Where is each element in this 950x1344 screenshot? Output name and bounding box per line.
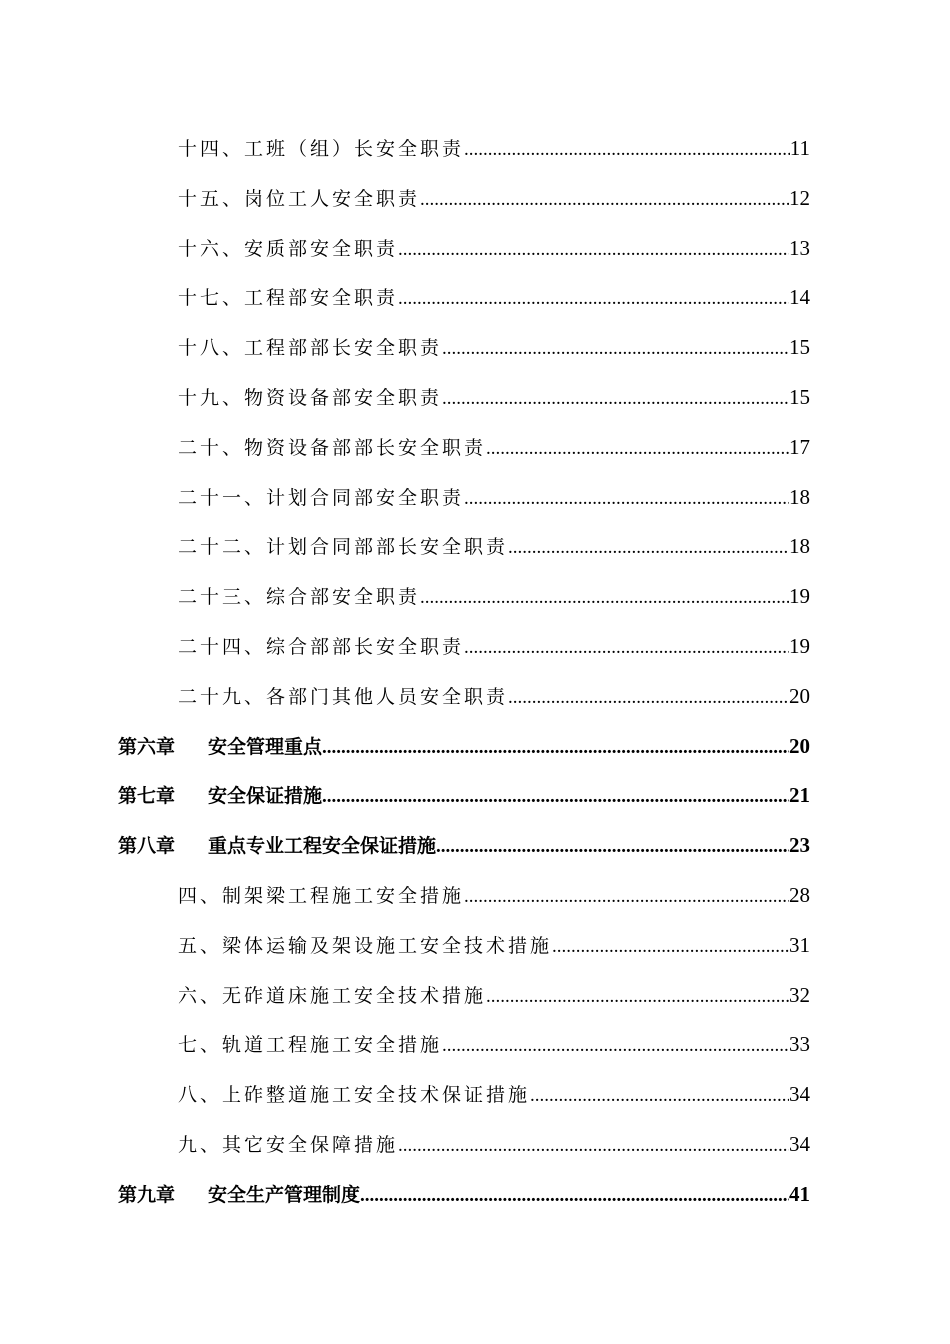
toc-chapter-number: 第九章 xyxy=(118,1183,176,1206)
toc-chapter-title xyxy=(118,772,322,822)
toc-entry[interactable] xyxy=(118,174,810,224)
toc-chapter-label: 安全生产管理制度 xyxy=(208,1183,361,1206)
toc-dot-leader xyxy=(486,972,789,1022)
toc-page-number: 28 xyxy=(789,882,810,907)
toc-entry[interactable] xyxy=(118,423,810,473)
toc-entry[interactable] xyxy=(118,373,810,423)
toc-chapter-entry[interactable] xyxy=(118,722,810,772)
table-of-contents xyxy=(118,124,810,1220)
toc-page-number: 34 xyxy=(789,1082,810,1107)
toc-dot-leader xyxy=(552,922,789,972)
toc-page-number: 17 xyxy=(789,434,810,459)
toc-page-number: 20 xyxy=(789,733,810,758)
toc-page-number: 34 xyxy=(789,1131,810,1156)
toc-dot-leader xyxy=(442,374,789,424)
toc-dot-leader xyxy=(420,175,789,225)
toc-entry[interactable] xyxy=(118,522,810,572)
toc-dot-leader xyxy=(398,1121,789,1171)
toc-entry-title: 六、无砟道床施工安全技术措施 xyxy=(178,984,487,1007)
toc-entry-title: 九、其它安全保障措施 xyxy=(178,1133,399,1156)
toc-page-number: 11 xyxy=(789,136,810,160)
toc-page-number: 21 xyxy=(789,783,810,808)
toc-entry-title: 二十三、综合部安全职责 xyxy=(178,586,421,609)
toc-entry-title: 二十、物资设备部部长安全职责 xyxy=(178,436,487,459)
toc-entry-title: 二十四、综合部部长安全职责 xyxy=(178,635,465,658)
toc-dot-leader xyxy=(486,424,789,474)
toc-page-number: 12 xyxy=(789,185,810,210)
toc-page-number: 19 xyxy=(789,584,810,609)
toc-chapter-title xyxy=(118,1171,360,1221)
toc-entry[interactable] xyxy=(118,323,810,373)
toc-entry[interactable] xyxy=(118,971,810,1021)
toc-chapter-title xyxy=(118,822,436,872)
toc-entry-title: 二十一、计划合同部安全职责 xyxy=(178,486,465,509)
toc-page-number: 13 xyxy=(789,235,810,260)
toc-dot-leader xyxy=(436,822,789,872)
toc-dot-leader xyxy=(464,623,789,673)
toc-dot-leader xyxy=(508,523,789,573)
toc-entry-title: 十五、岗位工人安全职责 xyxy=(178,187,421,210)
toc-page-number: 32 xyxy=(789,982,810,1007)
toc-page-number: 15 xyxy=(789,335,810,360)
toc-dot-leader xyxy=(464,872,789,922)
toc-entry[interactable] xyxy=(118,473,810,523)
toc-page-number: 14 xyxy=(789,285,810,310)
toc-dot-leader xyxy=(530,1071,789,1121)
toc-entry[interactable] xyxy=(118,1070,810,1120)
toc-page-number: 18 xyxy=(789,484,810,509)
toc-dot-leader xyxy=(420,573,789,623)
toc-entry[interactable] xyxy=(118,124,810,174)
toc-page-number: 33 xyxy=(789,1032,810,1057)
toc-entry[interactable] xyxy=(118,273,810,323)
toc-chapter-number: 第八章 xyxy=(118,835,176,858)
toc-chapter-label: 重点专业工程安全保证措施 xyxy=(208,835,437,858)
toc-entry-title: 五、梁体运输及架设施工安全技术措施 xyxy=(178,934,553,957)
toc-entry[interactable] xyxy=(118,672,810,722)
toc-dot-leader xyxy=(398,225,789,275)
toc-entry[interactable] xyxy=(118,572,810,622)
toc-page-number: 23 xyxy=(789,833,810,858)
toc-dot-leader xyxy=(360,1171,789,1221)
toc-chapter-entry[interactable] xyxy=(118,771,810,821)
toc-entry-title: 十六、安质部安全职责 xyxy=(178,237,399,260)
toc-chapter-label: 安全管理重点 xyxy=(208,735,323,758)
toc-entry[interactable] xyxy=(118,622,810,672)
toc-page-number: 31 xyxy=(789,932,810,957)
toc-dot-leader xyxy=(398,274,789,324)
toc-chapter-entry[interactable] xyxy=(118,1170,810,1220)
toc-dot-leader xyxy=(442,324,789,374)
toc-chapter-number: 第六章 xyxy=(118,735,176,758)
toc-page-number: 19 xyxy=(789,633,810,658)
toc-dot-leader xyxy=(464,474,789,524)
toc-dot-leader xyxy=(508,673,789,723)
toc-dot-leader xyxy=(322,772,789,822)
toc-entry[interactable] xyxy=(118,871,810,921)
toc-entry-title: 十九、物资设备部安全职责 xyxy=(178,386,443,409)
toc-entry-title: 二十二、计划合同部部长安全职责 xyxy=(178,536,509,559)
toc-entry-title: 十七、工程部安全职责 xyxy=(178,287,399,310)
toc-page-number: 18 xyxy=(789,534,810,559)
toc-dot-leader xyxy=(442,1021,789,1071)
toc-chapter-title xyxy=(118,723,322,773)
toc-entry[interactable] xyxy=(118,1120,810,1170)
toc-entry[interactable] xyxy=(118,224,810,274)
toc-entry-title: 七、轨道工程施工安全措施 xyxy=(178,1034,443,1057)
toc-entry-title: 八、上砟整道施工安全技术保证措施 xyxy=(178,1084,531,1107)
toc-entry[interactable] xyxy=(118,1020,810,1070)
toc-entry-title: 十四、工班（组）长安全职责 xyxy=(178,138,465,160)
toc-entry[interactable] xyxy=(118,921,810,971)
toc-page-number: 41 xyxy=(789,1181,810,1206)
toc-chapter-label: 安全保证措施 xyxy=(208,785,323,808)
toc-page-number: 20 xyxy=(789,683,810,708)
toc-dot-leader xyxy=(322,723,789,773)
toc-chapter-entry[interactable] xyxy=(118,821,810,871)
toc-entry-title: 四、制架梁工程施工安全措施 xyxy=(178,884,465,907)
toc-page-number: 15 xyxy=(789,384,810,409)
toc-entry-title: 二十九、各部门其他人员安全职责 xyxy=(178,685,509,708)
toc-chapter-number: 第七章 xyxy=(118,785,176,808)
toc-dot-leader xyxy=(464,125,790,175)
toc-entry-title: 十八、工程部部长安全职责 xyxy=(178,337,443,360)
